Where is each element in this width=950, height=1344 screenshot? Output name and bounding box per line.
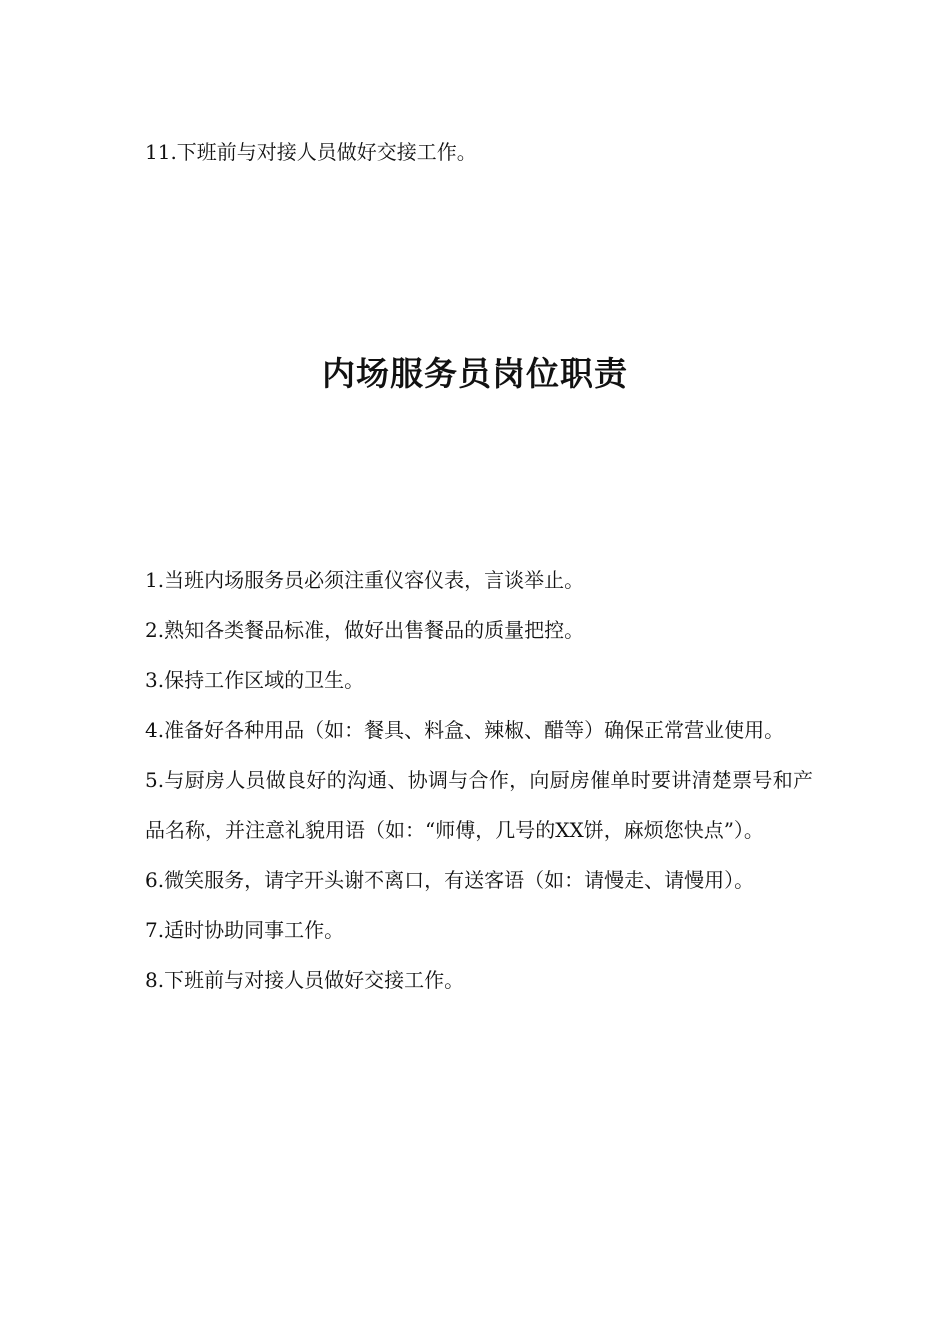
duty-item-7: 7.适时协助同事工作。 (145, 918, 345, 942)
duty-item-8: 8.下班前与对接人员做好交接工作。 (145, 968, 465, 992)
duty-item-4: 4.准备好各种用品（如：餐具、料盒、辣椒、醋等）确保正常营业使用。 (145, 718, 785, 742)
duty-item-6: 6.微笑服务，请字开头谢不离口，有送客语（如：请慢走、请慢用）。 (145, 868, 755, 892)
duty-item-2: 2.熟知各类餐品标准，做好出售餐品的质量把控。 (145, 618, 585, 642)
duty-list (145, 555, 813, 1005)
page-title: 内场服务员岗位职责 (322, 354, 628, 393)
previous-section-last-item: 11.下班前与对接人员做好交接工作。 (145, 140, 477, 164)
duty-item-5: 5.与厨房人员做良好的沟通、协调与合作，向厨房催单时要讲清楚票号和产品名称，并注意礼貌用语（如：“师傅，几号的XX饼，麻烦您快点”）。 (145, 768, 813, 842)
duty-item-1: 1.当班内场服务员必须注重仪容仪表，言谈举止。 (145, 568, 585, 592)
duty-item-3: 3.保持工作区域的卫生。 (145, 668, 365, 692)
